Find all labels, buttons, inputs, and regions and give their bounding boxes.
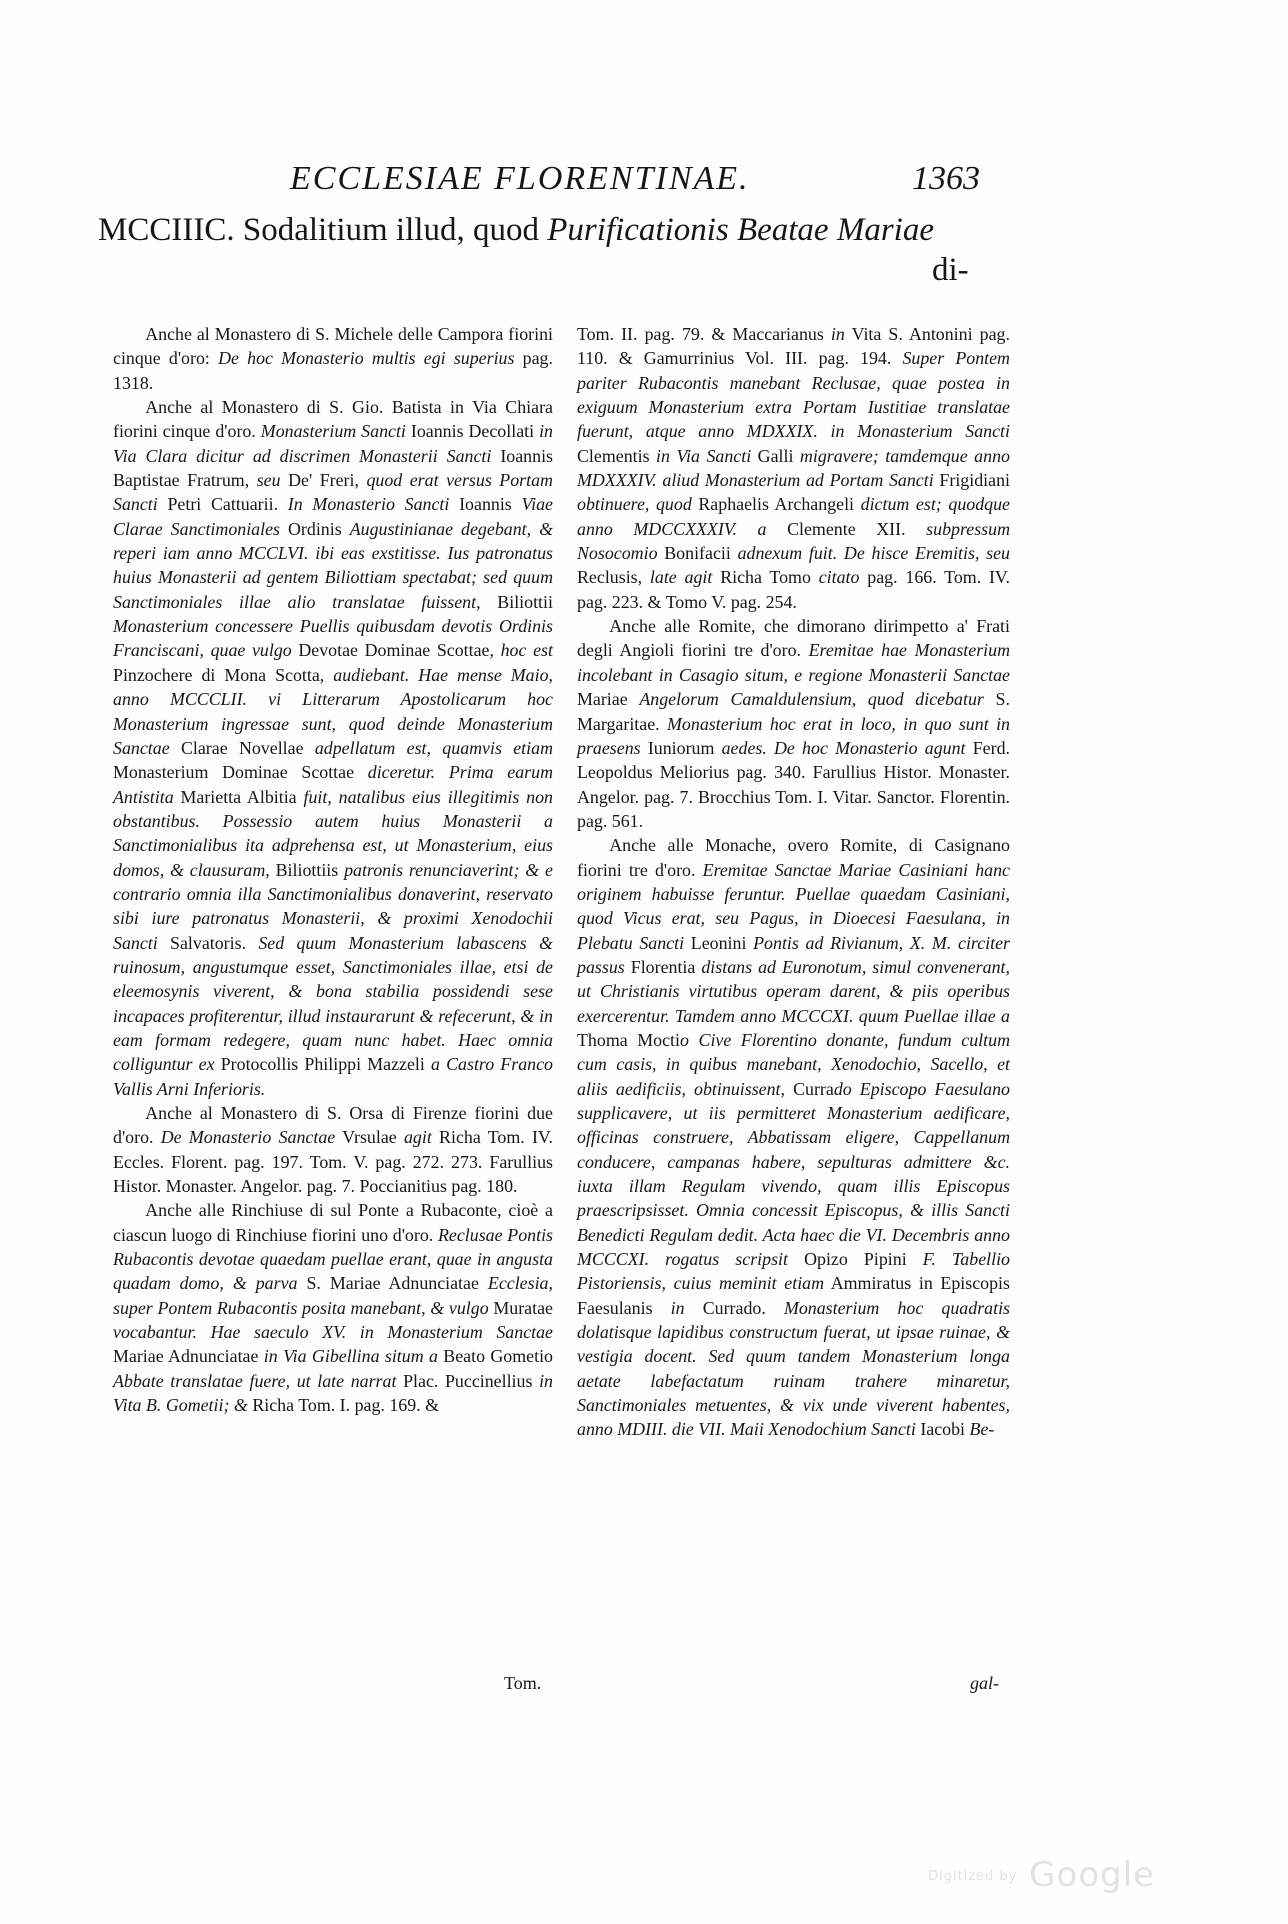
text-run: late agit [649,567,713,588]
text-run: pag. 166. Tom. IV. pag. 223. & Tomo V. pag. 254. [577,567,1011,612]
text-run: Plac. Puccinellius [403,1370,533,1391]
text-run: De Monasterio Sanctae [160,1127,336,1148]
text-run: Tom. II. pag. 79. & Maccarianus [577,324,824,344]
text-run: S. Mariae Adnunciatae [306,1273,479,1294]
text-run: Leonini [690,932,747,953]
text-run: migravere; tamdemque anno MDXXXIV. aliud Monasterium ad Portam Sancti [577,445,1010,491]
text-run: Iuniorum [647,737,715,758]
text-run: Anche alle Rinchiuse di sul Ponte a Rubaconte, cioè a ciascun luogo di Rinchiuse fiorini uno d'oro. [113,1200,553,1245]
text-run: Currado. [702,1297,766,1318]
text-run: Eremitae Sanctae Mariae Casiniani hanc originem habuisse feruntur. Puellae quaedam Casiniani, quod Vicus erat, seu Pagus, in Dioecesi Faesulana, in Plebatu Sancti [577,859,1010,953]
text-run: De' Freri, [288,470,359,491]
text-run: in Via Gibellina situm a [263,1346,438,1367]
text-run: Protocollis Philippi Mazzeli [220,1054,425,1075]
text-run: Salvatoris. [170,932,247,953]
text-run: Anche al Monastero di S. Michele delle Campora fiorini cinque d'oro: [113,324,553,369]
text-run: Anche al Monastero di S. Orsa di Firenze fiorini due d'oro. [113,1103,553,1148]
text-run: agit [403,1127,432,1148]
text-run: Curra [793,1078,834,1099]
text-run: Devotae Dominae Scottae, [298,640,494,661]
text-run: F. Tabellio Pistoriensis, cuius meminit etiam [577,1249,1010,1294]
text-run: Clarae Novellae [180,737,304,758]
text-run: pag. 1318. [113,348,553,393]
text-run: Angelorum Camaldulensium, quod dicebatur [639,689,984,710]
text-run: Pinzochere di Mona Scotta, [113,664,325,685]
text-run: Petri Cattuarii. [167,494,279,515]
text-run: aedes. De hoc Monasterio agunt [721,737,966,758]
text-run: vocabantur. Hae saeculo XV. in Monasterium Sanctae [113,1322,553,1343]
right-column [577,322,1010,1442]
text-run: Monasterium Sancti [260,421,406,442]
left-catchword: Tom. [504,1673,542,1693]
text-run: Ioannis [459,494,512,515]
text-run: Clemente XII. [787,518,906,539]
text-run: Raphaelis Archangeli [698,494,855,515]
text-run: Muratae [493,1297,553,1318]
text-run: audiebant. Hae mense Maio, anno MCCCLII. vi Litterarum Apostolicarum hoc Monasterium ingressae sunt, quod deinde Monasterium Sanctae [113,664,553,758]
text-run: quod erat versus Portam Sancti [113,470,553,515]
text-run: hoc est [500,640,553,661]
text-run: Marietta Albitia [180,786,297,807]
text-run: Vrsulae [342,1127,397,1148]
text-run: Be- [969,1419,995,1440]
text-run: o Cive Florentino donante, fundum cultum cum casis, in quibus manebant, Xenodochio, Sacello, et aliis aedificiis, obtinuissent, [577,1029,1010,1099]
text-run: diceretur. Prima earum Antistita [113,762,553,807]
text-run: adpellatum est, quamvis etiam [314,737,553,758]
text-run: Ecclesia, super Pontem Rubacontis posita manebant, & vulgo [113,1273,553,1318]
paragraph [577,833,1010,1442]
text-run: Anche alle Romite, che dimorano dirimpetto a' Frati degli Angioli fiorini tre d'oro. [577,616,1010,661]
text-run: in [830,324,845,344]
paragraph [577,322,1010,614]
text-run: Clementis [577,445,650,466]
heading-catchword: di- [932,252,969,288]
text-run: In Monasterio Sancti [287,494,450,515]
section-heading [98,212,998,249]
text-run: Richa Tomo [720,567,811,588]
section-number: MCCIIIC. [98,212,235,248]
text-run: Frigidiani [939,470,1010,491]
text-run: adnexum fuit. De hisce Eremitis, seu [737,543,1010,564]
text-run: Iacobi [920,1419,966,1440]
text-run: Bonifacii [664,543,731,564]
text-run: Monasterium concessere Puellis quibusdam devotis Ordinis Franciscani, quae vulgo [113,616,553,661]
text-run: Richa Tom. I. pag. 169. & [252,1395,440,1416]
text-run: Florentia [630,956,696,977]
text-run: Opizo Pipini [804,1249,907,1270]
text-run: Anche al Monastero di S. Gio. Batista in Via Chiara fiorini cinque d'oro. [113,397,553,442]
text-run: Mariae Adnunciatae [113,1346,259,1367]
text-run: Viae Clarae Sanctimoniales [113,494,553,539]
text-run: De hoc Monasterio multis egi superius [218,348,515,369]
digitization-watermark [928,1855,1155,1895]
page-header [290,160,980,210]
text-run: in [670,1297,685,1318]
text-run: subpressum Nosocomio [577,518,1010,564]
text-run: Thoma Mocti [577,1029,680,1050]
text-run: Sed quum Monasterium labascens & ruinosum, angustumque esset, Sanctimoniales illae, etsi de eleemosynis viverent, & bona stabilia possidendi sese incapaces profiterentur, illud instaurarunt & refecerunt, & in eam formam redegere, quam nunc habet. Haec omnia colliguntur ex [113,932,553,1075]
text-run: Monasterium Dominae Scottae [113,762,355,783]
text-run: Biliottii [497,591,553,612]
text-run: dictum est; quodque anno MDCCXXXIV. a [577,494,1010,539]
text-run: Monasterium hoc quadratis dolatisque lapidibus constructum fuerat, ut ipsae ruinae, & vestigia docent. Sed quum tandem Monasterium longa aetate labefactatum ruinam trahere minaretur, Sanctimoniales metuentes, & vix unde viverent habentes, anno MDIII. die VII. Maii Xenodochium Sancti [577,1297,1010,1440]
text-run: Abbate translatae fuere, ut late narrat [113,1370,397,1391]
text-run: citato [818,567,860,588]
text-run: patronis renunciaverint; & e contrario omnia illa Sanctimonialibus donaverint, reservato sibi iure patronatus Monasterii, & proximi Xenodochii Sancti [113,859,553,953]
text-run: Ioannis Decollati [410,421,535,442]
text-run: do Episcopo Faesulano supplicavere, ut iis permitteret Monasterium aedificare, officinas construere, Abbatissam eligere, Cappellanum conducere, campanas habere, sepulturas admittere &c. iuxta illam Regulam vivendo, quam illis Episcopus praescripsisset. Omnia concessit Episcopus, & illis Sancti Benedicti Regulam dedit. Acta haec die VI. Decembris anno MCCCXI. rogatus scripsit [577,1078,1010,1270]
text-run: in Via Sancti [656,445,752,466]
text-run: Ferd. Leopoldus Meliorius pag. 340. Farullius Histor. Monaster. Angelor. pag. 7. Brocchius Tom. I. Vitar. Sanctor. Florentin. pag. 561. [577,737,1010,831]
left-column [113,322,553,1417]
text-run: fuit, natalibus eius illegitimis non obstantibus. Possessio autem huius Monasterii a Sanctimonialibus ita adprehensa est, ut Monasterium, eius domos, & clausuram, [113,786,553,880]
paragraph [577,614,1010,833]
text-run: in Via Clara dicitur ad discrimen Monasterii Sancti [113,421,553,466]
text-run: Monasterium hoc erat in loco, in quo sunt in praesens [577,713,1010,758]
text-run: distans ad Euronotum, simul convenerant, ut Christianis virtutibus operam darent, & piis operibus exercerentur. Tamdem anno MCCCXI. quum Puellae illae a [577,956,1010,1026]
paragraph [113,395,553,1101]
text-run: seu [256,470,281,491]
text-run: Augustinianae degebant, & reperi iam anno MCCLVI. ibi eas exstitisse. Ius patronatus huius Monasterii ad gentem Biliottiam spectabat; sed quum Sanctimoniales illae alio translatae fuissent, [113,518,554,612]
text-run: Richa Tom. IV. Eccles. Florent. pag. 197. Tom. V. pag. 272. 273. Farullius Histor. Monaster. Angelor. pag. 7. Poccianitius pag. 180. [113,1127,553,1197]
section-heading-italic: Purificationis Beatae Mariae [547,212,934,248]
watermark-prefix: Digitized by [928,1869,1018,1884]
watermark-brand: Google [1029,1855,1156,1895]
text-run: Mariae [577,689,628,710]
section-heading-text: Sodalitium illud, quod [242,212,539,248]
text-run: Galli [757,445,794,466]
text-run: Beato Gometio [443,1346,553,1367]
text-run: Reclusis, [577,567,643,588]
paragraph [113,1101,553,1198]
text-run: Ioannis Baptistae Fratrum, [113,445,553,491]
text-run: pag. 110. & Gamurrinius Vol. III. pag. 194. [577,324,1010,369]
paragraph [113,1198,553,1417]
text-run: Ammiratus in Episcopis Faesulanis [577,1273,1010,1318]
text-run: S. Margaritae. [577,689,1010,734]
right-catchword: gal- [970,1673,999,1693]
text-run: Pontis ad Rivianum, X. M. circiter passus [577,932,1010,977]
text-run: Biliottiis [275,859,339,880]
text-run: Reclusae Pontis Rubacontis devotae quaedam puellae erant, quae in angusta quadam domo, & parva [113,1224,554,1294]
text-run: Eremitae hae Monasterium incolebant in Casagio situm, e regione Monasterii Sanctae [577,640,1010,685]
paragraph [113,322,553,395]
running-title: ECCLESIAE FLORENTINAE. [290,160,750,197]
page-number: 1363 [912,160,980,197]
text-run: Super Pontem pariter Rubacontis manebant Reclusae, quae postea in exiguum Monasterium extra Portam Iustitiae translatae fuerunt, atque anno MDXXIX. in Monasterium Sancti [577,348,1010,442]
text-run: Ordinis [288,518,342,539]
text-run: Anche alle Monache, overo Romite, di Casignano fiorini tre d'oro. [577,835,1010,880]
text-run: obtinuere, quod [577,494,692,515]
text-run: Vita S. Antonini [851,324,973,344]
text-run: in Vita B. Gometii; & [113,1370,553,1416]
text-run: a Castro Franco Vallis Arni Inferioris. [113,1054,553,1099]
